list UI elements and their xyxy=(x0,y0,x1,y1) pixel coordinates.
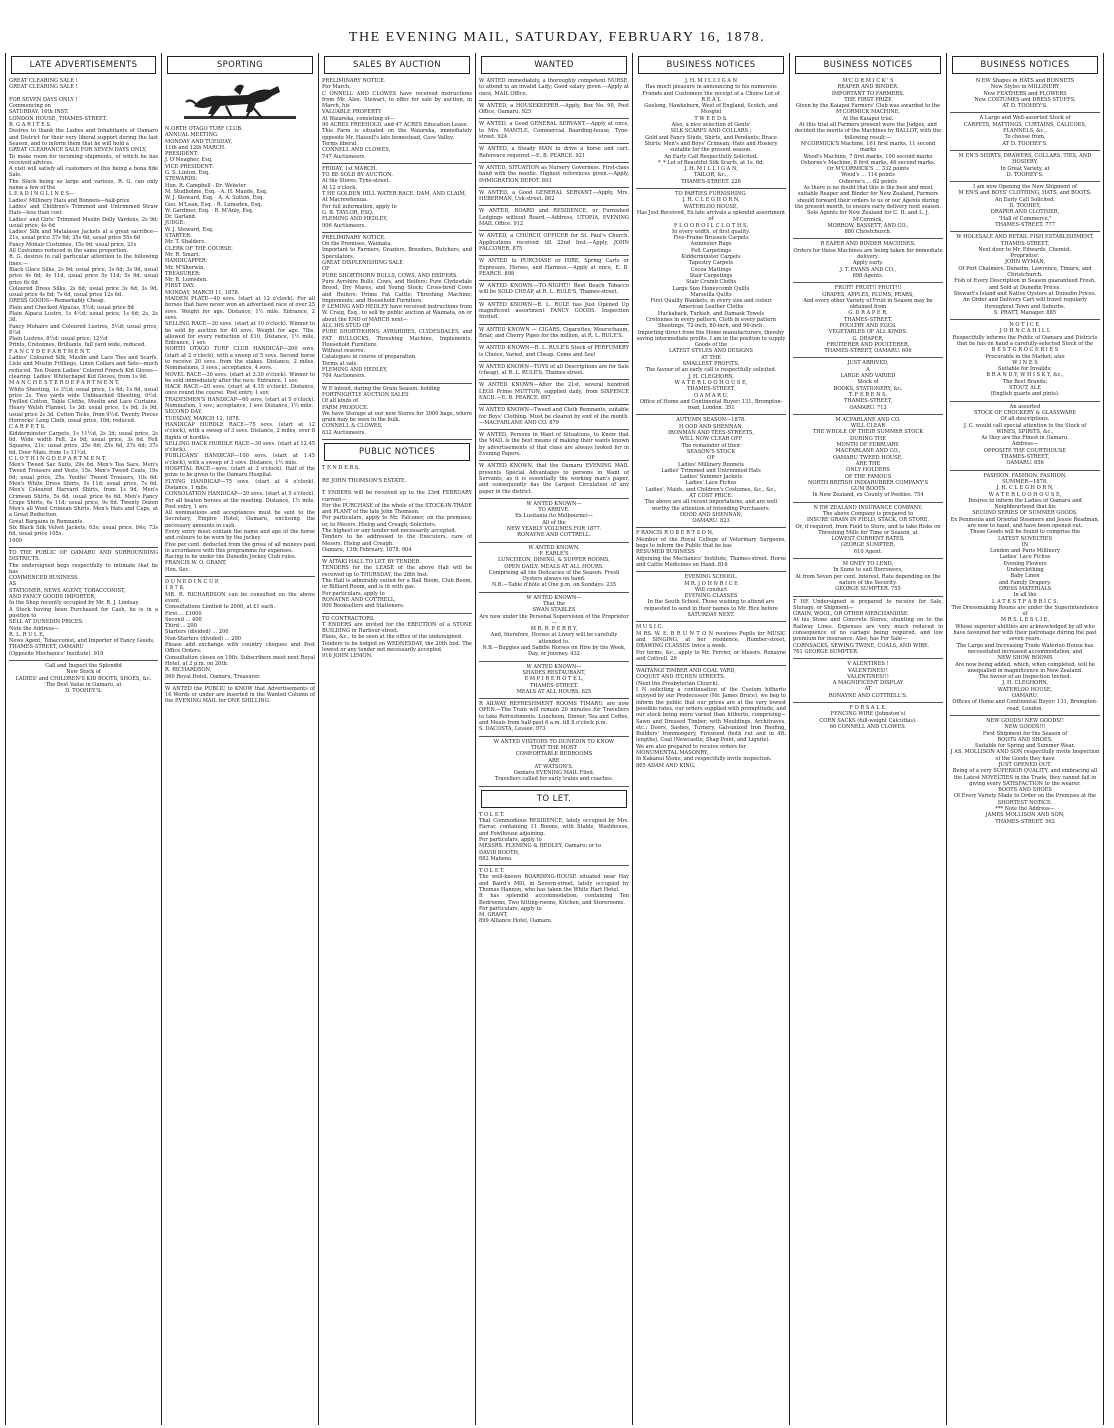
advertisement: NEW GOODS! NEW GOODS!! NEW GOODS!!! First Shipment for the Season of BOOTS AND SHOES, Suitable for Spring and Summer Wear. J AS. MOLLISON AND SON respectfully invite Inspection of the Goods they have JUST OPENED OUT. Being of a very SUPERIOR QUALITY, and embracing all the Latest NOVELTIES in the Trade, they cannot fail in giving every SATISFACTION to the wearer. BOOTS AND SHOES Of Every Variety Made to Order on the Premises at the SHORTEST NOTICE. *** Note the Address— JAMES MOLLISON AND SON, THAMES-STREET. 562 xyxy=(950,717,1100,825)
advertisement: W ANTED KNOWN— TO ARRIVE. Ex Lusitania (to Melbourne)— All of the NEW YEARLY VOLUMES FOR 1877. RONAYNE AND COTTRELL. xyxy=(479,499,629,543)
advertisement: W ANTED KNOWN— SHADES RESTAURANT, E M P I R E H O T E L, THAMES-STREET. MEALS AT ALL HOURS. 625 xyxy=(479,662,629,699)
column-heading: BUSINESS NOTICES xyxy=(638,56,784,74)
advertisement: W ANTED the PUBLIC to KNOW that Advertisements of 16 Words or under are inserted in the Wanted Column of the EVENING MAIL for ONE SHILLING. xyxy=(165,685,315,705)
column-business-notices-1 xyxy=(633,53,790,1425)
advertisement: T O L E T. The well-known BOARDING-HOUSE situated near Hay and Baird's Mill, in Severn-street, lately occupied by Thomas Hannon, who has taken the White Hart Hotel. It has splendid accommodation; containing Ten Bedrooms, Two Sitting-rooms, Kitchen, and Storerooms. For particulars, apply to M. GRANT, 899 Alliance Hotel, Oamaru. xyxy=(479,868,629,925)
advertisement: FRUIT! FRUIT!! FRUIT!!! GRAPES, APPLES, PLUMS, PEARS, And every other Variety of Fruit in Season may be obtained from G. D R A P E R, THAMES-STREET. POULTRY AND EGGS. VEGETABLES OF ALL KINDS. G. DRAPER, FRUITERER AND POULTERER, THAMES-STREET, OAMARU. 606 xyxy=(793,283,943,358)
advertisement: T O L E T. That Commodious RESIDENCE, lately occupied by Mrs. Farrar, containing 11 Rooms, with Stable, Washhouse, and Fowlhouse adjoining. For particulars, apply to MESSRS. FLEMING & HEDLEY, Oamaru; or to DAVID BOOTH, 882 Maheno. xyxy=(479,810,629,866)
advertisement: W ANTED, Persons in Want of Situations, to Know that the MAIL is the best means of making their wants known by advertisements of that class are always looked for in Evening Papers. xyxy=(479,430,629,461)
advertisement: R EAPER AND BINDER MACHINES. Orders for these Machines are being taken for immediate delivery. Apply early. J. T. EVANS AND CO., 698 Agents. xyxy=(793,239,943,283)
advertisement: AUTUMN SEASON—1878. H OOD AND SHENNAN, IRONMAN AND TEES-STREETS, WILL NOW CLEAR OFF The remainder of their SEASON'S STOCK OF Ladies' Millinery Bonnets Ladies' Trimmed and Untrimmed Hats Ladies' Summer Jackets Ladies' Lace Fichus Ladies', Maids, and Children's Costumes, &c., &c., AT COST PRICE. The above are all recent importations, and are well worthy the attention of Intending Purchasers. HOOD AND SHENNAN, OAMARU. 823 xyxy=(636,415,786,528)
advertisement: N EW Shapes in HATS and BONNETS New Styles in MILLINERY New FEATHERS and FLOWERS New COSTUMES and DRESS STUFFS, AT D. TOOHEY'S. xyxy=(950,76,1100,113)
column-container xyxy=(5,53,1109,1425)
advertisement: W ANTED VISITORS TO DUNEDIN TO KNOW THAT THE MOST COMFORTABLE BEDROOMS ARE AT WATSON'S. Oamaru EVENING MAIL Filed. Travellers called for early trains and coaches. xyxy=(479,737,629,787)
advertisement: W ANTED, SITUATION as Nursery Governess. First-class hand with the needle. Highest references given.—Apply, IMMIGRATION DEPOT. 893 xyxy=(479,163,629,188)
advertisement: FRIDAY, 1st MARCH. TO BE SOLD BY AUCTION. At the Stores, Tyne-street. At 12 o'clock. T HE GOLDEN HILL WATER-RACE, DAM, AND CLAIM, At Macrewhenua. For full information, apply to G. B. TAYLOR, ESQ. FLEMING AND HEDLEY, 906 Auctioneers. xyxy=(322,164,472,233)
advertisement: I am now Opening the New Shipment of M EN'S and BOYS' CLOTHING, HATS, and BOOTS. An Early Call Solicited. D. TOOHEY, DRAPER AND CLOTHIER, "Hall of Commerce," THAMES-STREET. 777 xyxy=(950,182,1100,232)
column-heading: BUSINESS NOTICES xyxy=(952,56,1098,74)
advertisement: M U S I C. M RS. W. E. B R U N T O N receives Pupils for MUSIC and SINGING, at her residence, Humber-street, DRAWING CLASSES twice a week. For terms, &c., apply to Mr. Ferrier, or Messrs. Ronayne and Cottrell. 29 xyxy=(636,622,786,666)
advertisement: W ANTED, a Good GENERAL SERVANT.—Apply, Mrs. HEBERMAN, Usk-street. 862 xyxy=(479,188,629,207)
column-business-notices-2 xyxy=(790,53,947,1425)
advertisement: WAITANGI TIMBER AND COAL YARD, COQUET AND ITCHEN STREETS. (Next the Presbyterian Church). I N soliciting a continuation of the Custom hitherto enjoyed by our Predecessor (Mr. James Bruce), we beg to inform the public that our prices are at the very lowest possible rates, our orders supplied with promptitude, and our stock being more varied than hitherto, comprising—Sawn and Dressed Timber, with Mouldings, Architraves, etc.; Doors, Sashes, Turnery, Galvanized Iron Roofing, Builders' Ironmongery, Firewood (both cut and in 4ft. lengths), Coal (Newcastle, Shag Point, and Lignite). We are also prepared to receive orders for MONUMENTAL MASONRY, In Kakanui Stone, and respectfully invite inspection. 865 ADAM AND KING. xyxy=(636,668,786,769)
advertisement: TO CONTRACTORS. T ENDERS are invited for the ERECTION of a STONE BUILDING in Harbour-street. Plans, &c., to be seen at the office of the undersigned. Tenders to be lodged on WEDNESDAY, the 20th Inst. The lowest or any tender not necessarily accepted. 916 JOHN LEMON. xyxy=(322,615,472,660)
advertisement: A Large and Well-assorted Stock of CARPETS, MATTINGS, CURTAINS, CALICOES, FLANNELS, &c., To choose from, AT D. TOOHEY'S. xyxy=(950,113,1100,150)
column-heading: SPORTING xyxy=(167,56,313,74)
advertisement: N EW ZEALAND INSURANCE COMPANY. The above Company is prepared to INSURE GRAIN IN FIELD, STACK, OR STORE. Or, if required, from Field to Store, and to take Risks on Threshing Mills for Time or Season, at LOWEST CURRENT RATES. GEORGE SUMPTER, 610 Agent. xyxy=(793,503,943,559)
advertisement: An assorted STOCK OF CROCKERY & GLASSWARE Of all descriptions. J. C. would call special attention to the Stock of WINES, SPIRITS, &c., As they are the Finest in Oamaru. Address— OPPOSITE THE COURTHOUSE THAMES-STREET, OAMARU. 856 xyxy=(950,402,1100,471)
masthead-title: THE EVENING MAIL, SATURDAY, FEBRUARY 16, 1878. xyxy=(348,30,766,45)
racehorse-illustration xyxy=(180,76,300,124)
advertisement: W ANTED KNOWN—Tweed and Cloth Remnants, suitable for Boys' Clothing. Must be cleared by end of the month.—MACFARLANE AND CO. 879 xyxy=(479,405,629,430)
advertisement: TO PARTIES FURNISHING. J. H. C L E G H O R N, WATERLOO HOUSE, Has Just Received, Ex late arrivals a splendid assortment of F L O O R O I L C L O T H S, In every width, of first quality. Five-Frame Brussels Carpets Axminster Rugs Felt Carpetings Kidderminster Carpets Tapestry Carpets Cocoa Mattings Stair Carpetings Stair Crumb Cloths Large Size Honeycomb Quilts Marseilla Quilts First Quality Blankets, in every size and colour American Leather Cloths Huckaback, Turkish, and Damask Towels Cretonnes in every pattern, Cloth in every pattern Sheetings, 72-inch, 80-inch, and 90-inch. Importing direct from the Home manufacturers, thereby saving intermediate profits, I am in the position to supply Goods of the LATEST STYLES AND DESIGNS AT THE SMALLEST PROFITS. The favour of an early call is respectfully solicited. J. H. CLEGHORN, W A T E R L O O H O U S E, THAMES-STREET, O A M A R U. Office of Home and Continental Buyer: 131, Brompton-road, London. 351 xyxy=(636,189,786,415)
advertisement: W HOLESALE AND RETAIL FISH ESTABLISHMENT, THAMES-STREET, Next door to Mr. Edwards, Chemist. Proprietor: JOHN WYMAN, Of Port Chalmers, Dunedin, Lawrence, Timaru, and Christchurch. Fish of Every Description in Season guaranteed Fresh, and Sold at Dunedin Prices. Stewart's Island and Native Oysters at Dunedin Prices. An Order and Delivery Cart will travel regularly throughout Town and Suburbs. S. PRATT, Manager. 885 xyxy=(950,232,1100,320)
advertisement: W ANTED, a HOUSEKEEPER.—Apply, Box No. 90, Post Office, Oamaru. 925 xyxy=(479,101,629,120)
advertisement: D U N E D I N C U P. 1 8 7 8. MR. R. RICHARDSON can be consulted on the above event. Consultations Limited to 2000, at £1 each. First ... £1000 Second ... 400 Third ... 200 Starters (divided) ... 200 Non-Starters (divided) ... 200 Please add exchange with country cheques and Post Office Orders. Consultation closes on 19th. Subscribers meet next Royal Hotel, at 2 p.m. on 20th. R. RICHARDSON, 560 Royal Hotel, Oamaru, Treasurer. xyxy=(165,577,315,684)
advertisement: FASHION. FASHION. FASHION. SUMMER—1878. J. H. C L E G H O R N, W A T E R L O O H O U S E, Desires to inform the Ladies of Oamaru and Neighbourhood that his SECOND SERIES OF SUMMER GOODS, Ex Peninsula and Oriental Steamers and Jessie Readman, are now to hand, and have been opened out. These Goods will be found to comprise the LATEST NOVELTIES IN London and Paris Millinery Ladies' Lace Fichus Evening Flowers Underclothing Baby Linen and Family Drapery. DRESS MATERIALS In all the L A T E S T F A B R I C S. The Dressmaking Rooms are under the Superintendence of M R S. L E S L I E, Whose superior abilities are acknowledged by all who have favoured her with their patronage during the past seven years. The Large and Increasing Trade Waterloo House has necessitated increased accommodation, and NEW SHOW ROOMS Are now being added, which, when completed, will be unequalled in magnificence in New Zealand. The favour of an Inspection Invited. J. H. CLEGHORN, WATERLOO HOUSE, OAMARU. Offices of Home and Continental Buyer: 131, Brompton-road, London. xyxy=(950,471,1100,716)
column-heading: WANTED xyxy=(481,56,627,74)
column-heading: LATE ADVERTISEMENTS xyxy=(11,56,156,74)
advertisement: W ANTED KNOWN— That the SWAN STABLES Are now under the Personal Supervision of the Proprietor— M R. R. P E R R Y, And, therefore, Horses at Livery will be carefully attended to. N.B.—Buggies and Saddle Horses on Hire by the Week, Day, or Journey. 432 xyxy=(479,593,629,662)
advertisement: W ANTED, a Good GENERAL SERVANT.—Apply at once, to Mrs. MANTLE, Commercial Boarding-house, Tyne-street. 924 xyxy=(479,119,629,144)
column-sporting xyxy=(162,53,319,1425)
masthead xyxy=(0,0,1114,50)
advertisement: W ANTED KNOWN—R. L. RULE has Just Opened Up magnificent assortment FANCY GOODS. Inspection Invited. xyxy=(479,300,629,325)
advertisement: F RANCIS R O B E R T S O N, Member of the Royal College of Veterinary Surgeons, begs to inform the Public that he has RESUMED BUSINESS Adjoining the Mechanics' Institute, Thames-street. Horse and Cattle Medicines on Hand. 816 xyxy=(636,528,786,572)
advertisement: PRELIMINARY NOTICE. For March. C ONNELL AND CLOWES have received instructions from Mr. Alex. Stewart, to offer for sale by auction, in March, his VALUABLE PROPERTY At Waiareka, consisting of— 90 ACRES FREEHOLD, and 47 ACRES Education Lease. This Farm is situated on the Waiareka, immediately opposite Mr. Hassell's late homestead, Cave Valley. Terms liberal. CONNELL AND CLOWES, 747 Auctioneers. xyxy=(322,76,472,164)
advertisement: GREAT CLEARING SALE ! GREAT CLEARING SALE ! FOR SEVEN DAYS ONLY ! Commencing on SATURDAY, 16th INST. LONDON HOUSE, THAMES-STREET. R. G A R I T E S Desires to thank the Ladies and Inhabitants of Oamaru and District for their very liberal support during the last Season, and to inform them that he will hold a GREAT CLEARANCE SALE FOR SEVEN DAYS ONLY, To make room for incoming shipments, of which he has received advices. A visit will satisfy all customers of this being a bona fide Sale. The Stock being so large and various, R. G. can only name a few of the L E A D I N G L I N E S— Ladies' Millinery Hats and Bonnets—half-price Ladies' and Children's Trimmed and Untrimmed Straw Hats—less than cost Ladies' and Girls' Trimmed Muslin Dolly Vardens, 2s 9d; usual price, 4s 6d Ladies' Silk and Matalasse Jackets at a great sacrifice—21s, usual price 37s 6d; 35s 6d, usual price 55s 6d Fancy Mohair Costumes, 15s 9d; usual price, 21s All Costumes reduced in the same proportion. R. G. desires to call particular attention to the following lines:— Black Glace Silks, 2s 9d; usual price, 3s 6d; 3s 9d, usual price 4s 6d; 4s 11d, usual price 5s 11d; 5s 9d, usual price 6s 6d Coloured Dress Silks, 2s 6d; usual price 3s 6d; 3s 9d, usual price 4s 6d; 7s 6d, usual price 12s 6d. DRESS GOODS—Remarkably Cheap. Plain and Checked Alpacas, 5½d; usual price 8d Plain Alpaca Lustre, 1s 4½d; usual price, 1s 6d; 2s, 2s 3d. Fancy Mohairs and Coloured Lustres, 5½d; usual price, 8½d Plain Lustres, 8½d; usual price, 12½d Prints, Cretonnes, Brilliants, full yard wide, reduced. F A N C Y D E P A R T M E N T. Ladies' Coloured Silk, Muslin and Lace Ties and Scarfs. Lisle and Muslin Frillings, Linen Collars and Sets—much reduced. Ten Dozen Ladies' Colored French Kid Gloves—clearing. Ladies' Whitechapel Kid Gloves, from 1s 9d. M A N C H E S T E R D E P A R T M E N T. White Sheeting, 1s 3½d; usual price, 1s 6d; 1s 6d, usual price 2s. Two yards wide Unbleached Sheeting, 9½d. Twilled Cotton, Table Cloths, Muslin and Lace Curtains. Heavy Welsh Flannel, 1s 3d; usual price, 1s 9d; 1s 9d, usual price 2s 3d. Cotton Ticks, from 9½d. Twenty Pieces Horrocks' Long Cloth, usual price, 10d; reduced. C A R P E T S. Kidderminster Carpets, 1s 11½d, 2s 3d; usual price, 2s 6d. Wide width Felt, 2s 9d; usual price, 3s 6d. Felt Squares, 21s; usual price, 25s 6d; 25s 6d, 27s 6d; 37s 6d. Door Mats, from 1s 11½d. C L O T H I N G D E P A R T M E N T. Men's Tweed Sac Suits, 29s 6d. Men's Tea Sacs. Men's Tweed Trousers and Vests, 15s. Men's Tweed Coats, 19s 6d; usual price, 25s. Youths' Tweed Trousers, 10s 6d. Men's White Dress Shirts, 5s 11d; usual price, 7s 6d. Men's Coloured Harvard Shirts, from 1s 9d. Men's Crimean Shirts, 5s 6d, usual price 6s 6d. Men's Fancy Crape Shirts, 6s 11d; usual price, 9s 6d. Twenty Dozen Men's all Wool Crimean Shirts. Men's Hats and Caps, at a Great Reduction. Great Bargains in Remnants. Six Black Silk Velvet Jackets, 63s; usual price, 84s; 73s 6d, usual price 105s. 1000 xyxy=(9,76,158,548)
advertisement: W AITAKI HALL TO LET, BY TENDER. TENDERS for the LEASE of the above Hall will be received up to THURSDAY, the 28th Inst. The Hall is admirably suited for a Ball Room, Club Room, or Billiard Room, and is lit with gas. For particulars, apply to RONAYNE AND COTTRELL, 900 Booksellers and Stationers. xyxy=(322,557,472,613)
advertisement: V ALENTINES ! VALENTINES!! VALENTINES!!! A MAGNIFICENT DISPLAY AT RONAYNE AND COTTRELL'S. xyxy=(793,659,943,703)
advertisement: JUST ARRIVED, A LARGE AND VARIED Stock of BOOKS, STATIONERY, &c. T. F E R E N S, THAMES-STREET, OAMARU. 713 xyxy=(793,358,943,414)
advertisement: TO THE PUBLIC OF OAMARU AND SURROUNDING DISTRICTS. The undersigned begs respectfully to intimate that he has COMMENCED BUSINESS AS STATIONER, NEWS AGENT, TOBACCONIST, AND FANCY GOODS IMPORTER, In the Shop recently occupied by Mr. R. J. Lindsay. A Stock having been Purchased for Cash, he is in a position to SELL AT DUNEDIN PRICES. Note the Address— R. L. R U L E, News Agent, Tobacconist, and Importer of Fancy Goods, THAMES-STREET, OAMARU (Opposite Mechanics' Institute). 919 xyxy=(9,548,158,661)
column-heading: BUSINESS NOTICES xyxy=(795,56,941,74)
column-sales-by-auction xyxy=(319,53,476,1425)
advertisement: Call and Inspect the Splendid New Stock of LADIES' and CHILDREN'S KID BOOTS, SHOES, &c. The Best Value in Oamaru, at D. TOOHEY'S. xyxy=(15,663,152,695)
advertisement: M ACFARLANE AND CO. WILL CLEAR THE WHOLE OF THEIR SUMMER STOCK DURING THE MONTH OF FEBRUARY. MACFARLANE AND CO., OAMARU TWEED HOUSE, ARE THE ONLY HOLDERS OF THE FAMOUS NORTH BRITISH INDIARUBBER COMPANY'S GUM BOOTS In New Zealand, ex County of Peebles. 754 xyxy=(793,415,943,503)
advertisement: W ANTED KNOWN.—TO-NIGHT!! Best Beach Tobacco will be SOLD CHEAP, at R. L. RULE'S, Thames-street. xyxy=(479,281,629,300)
advertisement: PRELIMINARY NOTICE. On the Premises, Waimata. Important to Farmers, Graziers, Breeders, Butchers, and Speculators. GREAT DISPLENISHING SALE OF PURE SHORTHORN BULLS, COWS, AND HEIFERS. Pure Ayrshire Bulls, Cows, and Heifers; Pure Clydesdale Brood, Dry Mares, and Young Stock; Cross-bred Cows and Heifers; Prime Fat Cattle; Threshing Machine; Implements; and Household Furniture. F LEMING AND HEDLEY have received instructions from W. Craig, Esq., to sell by public auction at Waimata, on or about the END of MARCH next— ALL HIS STUD OF PURE SHORTHORNS, AYRSHIRES, CLYDESDALES, and FAT BULLOCKS, Threshing Machine, Implements, Household Furniture. Without reserve. Catalogues in course of preparation. Terms at sale. FLEMING AND HEDLEY, 704 Auctioneers. xyxy=(322,233,472,384)
column-late-advertisements xyxy=(5,53,162,1425)
advertisement: W ANTED KNOWN—TOYS of all Descriptions are for Sale (cheap), at R. L. RULE'S, Thames-street. xyxy=(479,362,629,381)
advertisement: M'C O R M I C K ' S REAPER AND BINDER. IMPORTANT TO FARMERS. THE FIRST PRIZE Given by the Kaiapoi Farmers' Club was awarded to the M'CORMICK MACHINE, At the Kaiapoi trial. At this trial all Farmers present were the Judges, and decided the merits of the Machines by BALLOT, with the following result:— M'CORMICK'S Machine, 161 first marks, 11 second marks Wood's Machine, 7 first marks, 100 second marks Osborne's Machine, 8 first marks, 46 second marks. Or M'CORMICK'S ... 332 points Wood's ... 114 points Osborne's ... 62 points As there is no doubt that this is the best and most suitable Reaper and Binder for New Zealand, Farmers should forward their orders to us or our Agents during the present month, to ensure early delivery next season. Sole Agents for New Zealand for C. H. and L. J. M'Cormick, MORROW, BASSETT, AND CO., 880 Christchurch. xyxy=(793,76,943,239)
advertisement: R AILWAY REFRESHMENT ROOMS TIMARU, are now OPEN.—The Train will remain 20 minutes for Travellers to take Refreshments. Luncheon, Dinner, Tea and Coffee, and Meals from half-past 6 a.m. till 8 o'clock p.m. S. DACOSTA, Lessee. 973 xyxy=(479,699,629,736)
advertisement: W ANTED KNOWN—After the 21st, several hundred LEGS Prime MUTTON, supplied daily, from SIXPENCE EACH.—E. B. PEARCE. 897 xyxy=(479,380,629,405)
advertisement: W ANTED KNOWN — CIGARS, Cigarettes; Meerschaum, Briar, and Cherry Pipes for the million, at R. L. RULE'S. xyxy=(479,325,629,344)
advertisement: W ANTED to PURCHASE or HIRE, Spring Carts or Expresses, Horses, and Harness.—Apply at once, E. B. PEARCE. 898 xyxy=(479,256,629,281)
advertisement: EVENING SCHOOL. M R. J O H N R I C E Will conduct EVENING CLASSES In the South School. Those wishing to attend are requested to send in their names to Mr. Rice before SATURDAY NEXT. xyxy=(636,572,786,622)
advertisement: W ANTED, a CHURCH OFFICER for St. Paul's Church. Applications received till 22nd Inst.—Apply, JOHN FALCONER. 875 xyxy=(479,231,629,256)
column-subheading-to-let: TO LET. xyxy=(481,790,627,808)
column-business-notices-3 xyxy=(947,53,1104,1425)
column-wanted xyxy=(476,53,633,1425)
advertisement: J. H. M I L L I G A N Has much pleasure in announcing to his numerous Friends and Customers the receipt of a Choice Lot of R E A L Geelong, Hawksburn, West of England, Scotch, and Mosgiel T W E E D S. Also, a nice selection of Gents' SILK SCARFS AND COLLARS ; Gold and Fancy Studs, Shirts, and Pendants; Brace Shirts; Men's and Boys' Crimean; Hats and Hosiery suitable for the present season. An Early Call Respectfully Solicited. *_* Lot of Beautiful Silk Scarfs, at 1s. 6d. J. H. M I L L I G A N, TAILOR, &c., THAMES-STREET. 226 xyxy=(636,76,786,189)
advertisement: M EN'S SHIRTS, DRAWERS, COLLARS, TIES, AND HOSIERY, In Great Variety, at D. TOOHEY'S. xyxy=(950,151,1100,182)
advertisement: N O T I C E. J O H N C A H I L L Respectfully informs the Public of Oamaru and Districts that he has on hand a carefully-selected Stock of the B E S T G R O C E R I E S Procurable in the Market; also W I N E S Suitable for Invalids; B R A N D Y, W H I S K Y, &c., The Best Brands; STOUT, ALE (English quarts and pints). xyxy=(950,320,1100,402)
advertisement: W ANTED KNOWN, that the Oamaru EVENING MAIL presents Special Advantages to persons in Want of Servants, as it is essentially the working man's paper, and consequently has the Largest Circulation of any paper in the district. xyxy=(479,461,629,498)
advertisement: N ORTH OTAGO TURF CLUB. ANNUAL MEETING. MONDAY AND TUESDAY, 11th and 12th MARCH. PRESIDENT: J. O'Meagher, Esq. VICE-PRESIDENT: G. S. Linton, Esq. STEWARDS: Hon. R. Campbell · Dr. Webster M. Studholme, Esq. · A. H. Maude, Esq. W. J. Steward, Esq. · A. A. Sutton, Esq. Geo. M'Lean, Esq. · R. Lumsden, Esq. W. Gardiner, Esq. · R. M'Anly, Esq. Dr. Garland. JUDGE: W. J. Steward, Esq. STARTER: Mr. T. Shalders. CLERK OF THE COURSE: Mr. R. Smart. HANDICAPPER: Mr. M'Sherwin. TREASURER: Mr. R. Lumsden. FIRST DAY. MONDAY, MARCH 11, 1878. MAIDEN PLATE—40 sovs. (start at 12 o'clock). For all horses that have never won an advertised race of over 25 sovs. Weight for age. Distance, 1½ mile. Entrance, 2 sovs. SELLING RACE—30 sovs. (start at 10 o'clock). Winner to be sold by auction for 40 sovs. Weight for age. 7lbs. allowed for every reduction of £10. Distance, 1½ mile. Entrance, 1 sov. NORTH OTAGO TURF CLUB HANDICAP—200 sovs. (start at 2 o'clock), with a sweep of 5 sovs. Second horse to receive 20 sovs. from the stakes. Distance, 2 miles. Nominations, 3 sovs.; acceptance, 4 sovs. NOVEL RACE—30 sovs. (start at 3.30 o'clock). Winner to be sold immediately after the race. Entrance, 1 sov. HACK RACE—20 sovs. (start at 4.15 o'clock). Distance, once round the course. Post entry, 1 sov. TRADESMEN'S HANDICAP—60 sovs. (start at 5 o'clock). Nomination, 1 sov.; acceptance, 1 sov. Distance, 1½ mile. SECOND DAY. TUESDAY, MARCH 12, 1878. HANDICAP HURDLE RACE—75 sovs. (start at 12 o'clock), with a sweep of 3 sovs. Distance, 2 miles, over 8 flights of hurdles. SELLING HACK HURDLE RACE—30 sovs. (start at 12.45 o'clock). PUBLICANS' HANDICAP—100 sovs. (start at 1.45 o'clock), with a sweep of 3 sovs. Distance, 1½ mile. HOSPITAL RACE—sovs. (start at 3 o'clock). Half of the prize to be given to the Oamaru Hospital. FLYING HANDICAP—75 sovs. (start at 4 o'clock). Distance, 1 mile. CONSOLATION HANDICAP—30 sovs. (start at 5 o'clock). For all beaten horses at the meeting. Distance, 1½ mile. Post entry, 1 sov. All nominations and acceptances must be sent to the Secretary, Empire Hotel, Oamaru, enclosing the necessary amounts in cash. Every entry must contain the name and age of the horse and colours to be worn by the jockey. Five per cent. deducted from the gross of all moneys paid in accordance with this programme for expenses. Racing to be under the Dunedin Jockey Club rules. FRANCIS W. O. GRANT, Hon. Sec. xyxy=(165,124,315,577)
advertisement: T HE Undersigned is prepared to receive for Sale, Storage, or Shipment— GRAIN, WOOL, OR OTHER MERCHANDISE. At his Stone and Concrete Stores, shunting on to the Railway Lines. Expenses are very much reduced in consequence of no cartage being required, and low premium for insurance. Also, has For Sale— CORNSACKS, SEWING TWINE, COALS, AND WIRE. 761 GEORGE SUMPTER. xyxy=(793,597,943,660)
advertisement: W E intend, during the Grain Season, holding FORTNIGHTLY AUCTION SALES Of all kinds of FARM PRODUCE. We have Storage at our new Stores for 3000 bags, where grain may be seen in the bulk. CONNELL & CLOWES, 832 Auctioneers. xyxy=(322,384,472,440)
advertisement: W ANTED immediately, a thoroughly competent NURSE, to attend to an invalid Lady; Good salary given.—Apply at once, MAIL Office. xyxy=(479,76,629,101)
advertisement: W ANTED, BOARD and RESIDENCE, or Furnished Lodgings without Board.—Address, UTOPIA, EVENING MAIL Office. 912 xyxy=(479,206,629,231)
advertisement: T E N D E R S. RE JOHN THOMSON'S ESTATE. T ENDERS will be received up to the 23rd FEBRUARY current— For the PURCHASE of the whole of the STOCK-IN-TRADE and PLANT of the late John Thomson. For particulars, apply to Mr. Falconer, on the premises; or, to Messrs. Hislop and Creagh, Solicitors. The highest or any tender not necessarily accepted. Tenders to be addressed to the Executors, care of Messrs. Hislop and Creagh. Oamaru, 13th February, 1878. 904 xyxy=(322,463,472,557)
column-heading: SALES BY AUCTION xyxy=(324,56,470,74)
advertisement: M ONEY TO LEND, In Sums to suit Borrowers, At from Seven per cent. interest. Rate depending on the nature of the Security. GEORGE SUMPTER. 755 xyxy=(793,559,943,596)
column-subheading-public-notices: PUBLIC NOTICES xyxy=(324,443,470,461)
advertisement: W ANTED KNOWN—R. L. RULE'S Stock of PERFUMERY is Choice, Varied, and Cheap. Come and See! xyxy=(479,343,629,362)
advertisement: F O R S A L E. FENCING WIRE (Johnston's) CORN SACKS (full-weight Calcuttas). 60 CONNELL AND CLOWES. xyxy=(819,705,917,730)
advertisement: W ANTED, a Steady MAN to drive a horse and cart. Reference required.—E. B. PEARCE. 921 xyxy=(479,144,629,163)
advertisement: W ANTED KNOWN. F. EARLE'S LUNCHEON, DINING, & SUPPER ROOMS, OPEN DAILY. MEALS AT ALL HOURS. Comprising all the Delicacies of the Season. Fresh Oysters always on hand. N.B.—Table d'hôte at One p.m. on Sundays. 235 xyxy=(479,543,629,593)
